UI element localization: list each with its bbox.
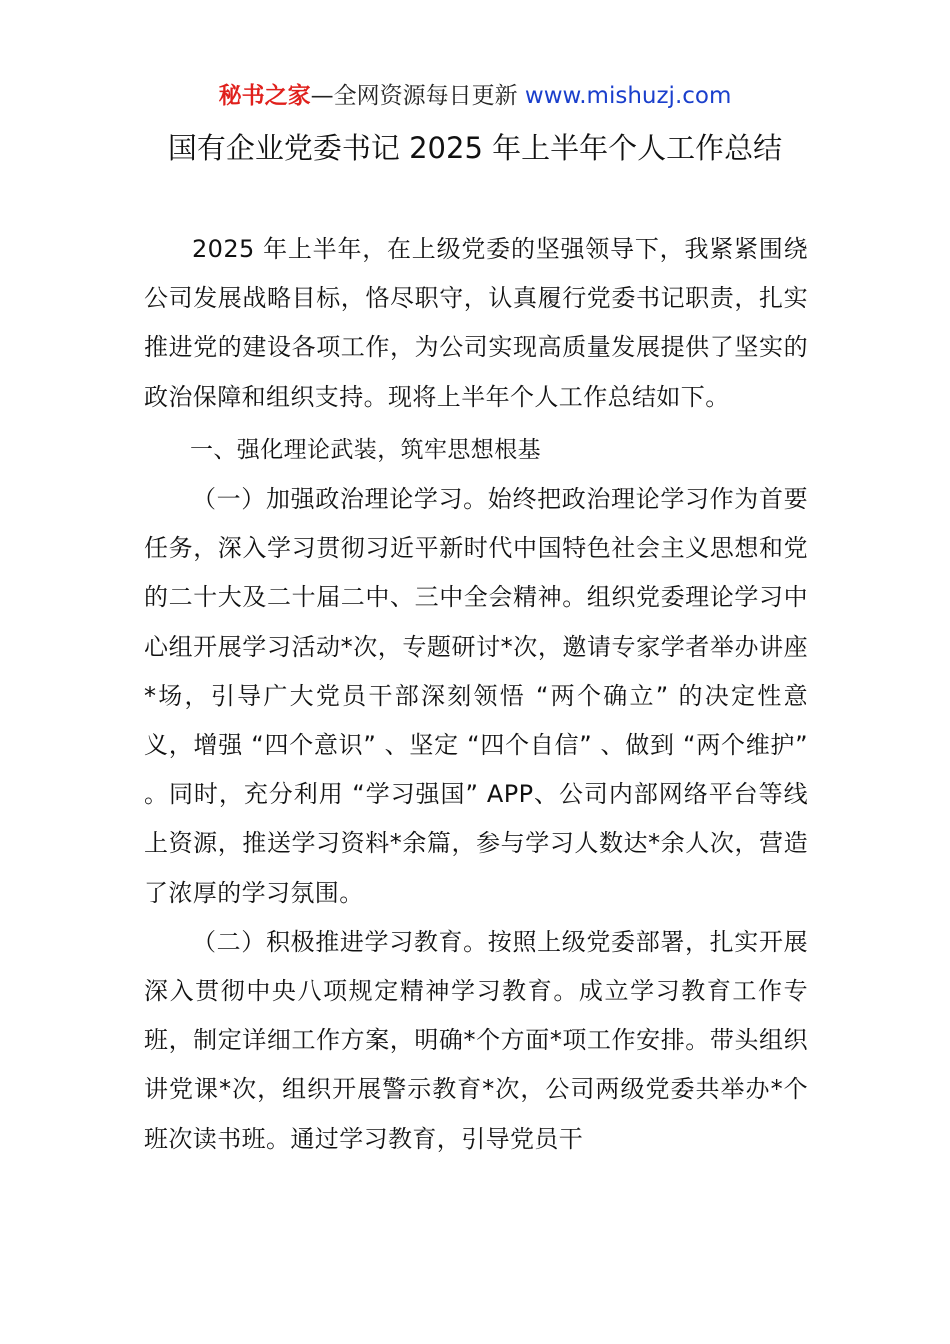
- site-header: [0, 80, 950, 112]
- document-body: [144, 225, 808, 1164]
- header-tagline: —全网资源每日更新: [310, 83, 525, 109]
- intro-paragraph: 2025 年上半年，在上级党委的坚强领导下，我紧紧围绕公司发展战略目标，恪尽职守，认真履行党委书记职责，扎实推进党的建设各项工作，为公司实现高质量发展提供了坚实的政治保障和组织支持。现将上半年个人工作总结如下。: [144, 235, 808, 411]
- site-url-link[interactable]: www.mishuzj.com: [524, 83, 732, 109]
- section-heading-1: 一、强化理论武装，筑牢思想根基: [190, 436, 541, 463]
- brand-name: 秘书之家: [218, 83, 311, 109]
- body-paragraph-1: （一）加强政治理论学习。始终把政治理论学习作为首要任务，深入学习贯彻习近平新时代中国特色社会主义思想和党的二十大及二十届二中、三中全会精神。组织党委理论学习中心组开展学习活动*次，专题研讨*次，邀请专家学者举办讲座*场，引导广大党员干部深刻领悟 “两个确立” 的决定性意义，增强 “四个意识” 、坚定 “四个自信” 、做到 “两个维护” 。同时，充分利用 “学习强国” APP、公司内部网络平台等线上资源，推送学习资料*余篇，参与学习人数达*余人次，营造了浓厚的学习氛围。: [144, 485, 808, 907]
- body-paragraph-2: （二）积极推进学习教育。按照上级党委部署，扎实开展深入贯彻中央八项规定精神学习教育。成立学习教育工作专班，制定详细工作方案，明确*个方面*项工作安排。带头组织讲党课*次，组织开展警示教育*次，公司两级党委共举办*个班次读书班。通过学习教育，引导党员干: [144, 927, 808, 1153]
- document-title: 国有企业党委书记 2025 年上半年个人工作总结: [167, 131, 783, 165]
